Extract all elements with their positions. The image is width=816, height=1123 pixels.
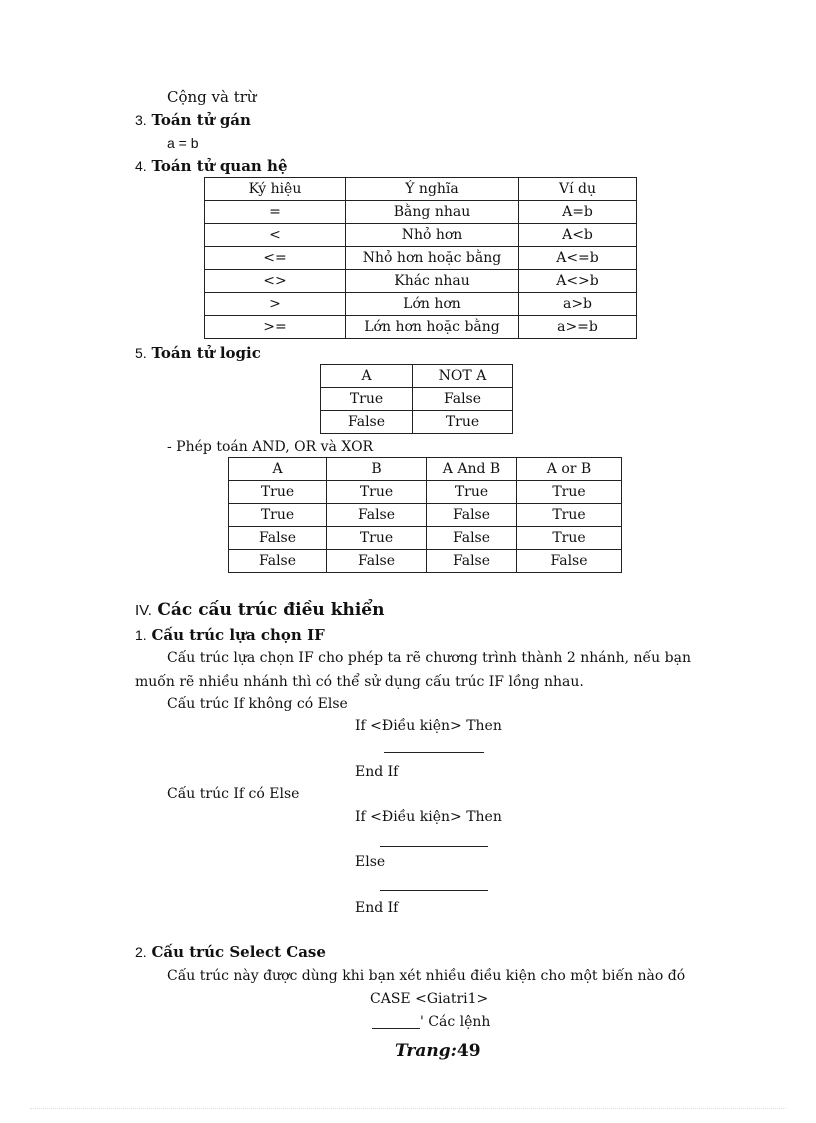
code-case-statement: ' Các lệnh [420,1014,491,1030]
table-cell: True [517,527,622,550]
section-number: 3. [135,112,147,128]
table-cell: A<=b [519,247,637,270]
page-divider [30,1108,786,1109]
section-title: Toán tử logic [151,344,261,362]
table-cell: <> [205,270,346,293]
table-cell: Nhỏ hơn hoặc bằng [346,247,519,270]
table-cell: Nhỏ hơn [346,224,519,247]
table-cell: Khác nhau [346,270,519,293]
table-row [229,504,622,527]
heading-toan-tu-gan [135,110,251,130]
table-row [205,224,637,247]
section-number: 4. [135,158,147,174]
table-cell: False [427,504,517,527]
placeholder-line [380,846,488,847]
column-header: NOT A [413,365,513,388]
table-cell: Lớn hơn hoặc bằng [346,316,519,339]
table-cell: >= [205,316,346,339]
table-header-row [205,178,637,201]
heading-select-case [135,942,326,962]
and-or-table [228,457,622,573]
code-if-then-2: If <Điều kiện> Then [355,809,502,825]
table-cell: False [229,550,327,573]
table-cell: > [205,293,346,316]
table-cell: <= [205,247,346,270]
column-header: Ví dụ [519,178,637,201]
table-cell: True [517,504,622,527]
code-if-then-1: If <Điều kiện> Then [355,718,502,734]
relational-operators-table [204,177,637,339]
table-cell: True [427,481,517,504]
label-if-no-else: Cấu trúc If không có Else [167,696,348,712]
placeholder-line [380,890,488,891]
line-phep-toan: - Phép toán AND, OR và XOR [167,439,374,455]
heading-iv [135,600,384,621]
table-cell: < [205,224,346,247]
column-header: B [327,458,427,481]
column-header: A [321,365,413,388]
table-cell: False [517,550,622,573]
table-header-row [321,365,513,388]
table-row [229,481,622,504]
heading-toan-tu-quan-he [135,156,288,176]
table-cell: = [205,201,346,224]
paragraph-if-line-2: muốn rẽ nhiều nhánh thì có thể sử dụng cấu trúc IF lồng nhau. [135,674,584,690]
footer-label: Trang: [395,1041,457,1061]
table-cell: A=b [519,201,637,224]
section-title: Các cấu trúc điều khiển [157,600,385,620]
heading-toan-tu-logic [135,343,261,363]
table-cell: True [327,527,427,550]
table-row [205,316,637,339]
table-cell: True [229,481,327,504]
table-row [205,270,637,293]
table-cell: False [321,411,413,434]
column-header: A And B [427,458,517,481]
table-cell: a>b [519,293,637,316]
column-header: A [229,458,327,481]
section-title: Toán tử quan hệ [151,157,288,175]
code-case-line: CASE <Giatri1> [370,991,489,1007]
table-cell: True [321,388,413,411]
table-cell: False [427,550,517,573]
table-cell: Lớn hơn [346,293,519,316]
code-end-if-1: End If [355,764,399,780]
section-number: IV. [135,602,152,619]
section-title: Cấu trúc lựa chọn IF [151,626,325,644]
section-number: 2. [135,944,147,960]
table-cell: True [517,481,622,504]
label-if-with-else: Cấu trúc If có Else [167,786,300,802]
line-cong-tru: Cộng và trừ [167,88,257,106]
code-end-if-2: End If [355,900,399,916]
table-row [229,550,622,573]
table-cell: False [427,527,517,550]
table-row [205,201,637,224]
table-cell: False [327,550,427,573]
assign-example: a = b [167,135,199,151]
paragraph-select-case: Cấu trúc này được dùng khi bạn xét nhiều điều kiện cho một biến nào đó [167,968,686,984]
not-operator-table [320,364,513,434]
table-header-row [229,458,622,481]
heading-if [135,625,325,645]
table-row [205,293,637,316]
table-cell: A<>b [519,270,637,293]
column-header: A or B [517,458,622,481]
column-header: Ý nghĩa [346,178,519,201]
section-title: Cấu trúc Select Case [151,943,326,961]
table-cell: True [327,481,427,504]
code-else: Else [355,854,386,870]
table-body [205,178,637,339]
section-number: 5. [135,345,147,361]
section-title: Toán tử gán [151,111,251,129]
table-cell: True [413,411,513,434]
page-footer [395,1041,481,1061]
placeholder-line [384,752,484,753]
table-cell: False [327,504,427,527]
table-cell: a>=b [519,316,637,339]
table-cell: Bằng nhau [346,201,519,224]
table-cell: A<b [519,224,637,247]
paragraph-if-line-1: Cấu trúc lựa chọn IF cho phép ta rẽ chương trình thành 2 nhánh, nếu bạn [167,650,691,666]
table-cell: False [413,388,513,411]
table-row [229,527,622,550]
table-body [321,365,513,434]
table-row [321,388,513,411]
page-number: 49 [456,1041,481,1061]
column-header: Ký hiệu [205,178,346,201]
table-row [321,411,513,434]
table-body [229,458,622,573]
table-cell: False [229,527,327,550]
section-number: 1. [135,627,147,643]
table-row [205,247,637,270]
table-cell: True [229,504,327,527]
placeholder-line [372,1028,420,1029]
